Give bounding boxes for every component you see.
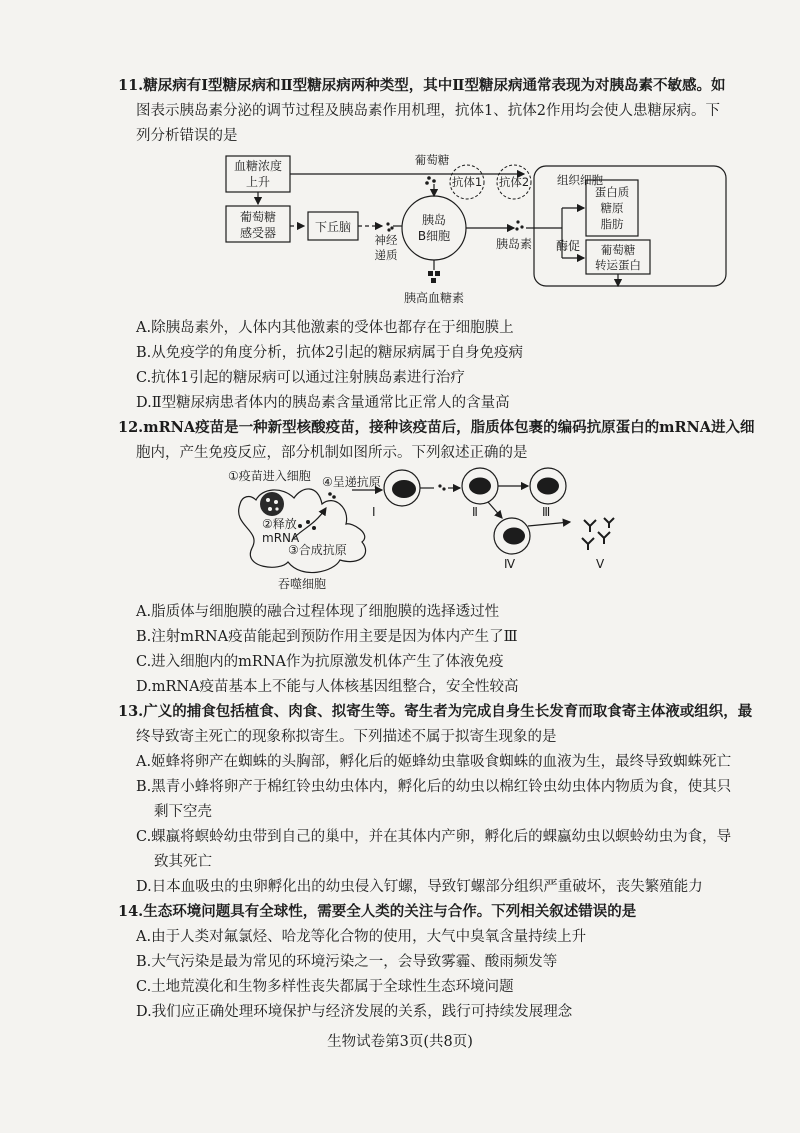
step3-label: ③合成抗原: [288, 543, 347, 557]
q12-stem-line1: 12.mRNA疫苗是一种新型核酸疫苗，接种该疫苗后，脂质体包裹的编码抗原蛋白的mRNA进入细: [118, 419, 755, 436]
q14-stem-line1: 14.生态环境问题具有全球性，需要全人类的关注与合作。下列相关叙述错误的是: [118, 903, 637, 920]
antibody1-label: 抗体1: [451, 175, 483, 189]
neurotransmitter-label-2: 递质: [374, 248, 398, 262]
transporter-label-1: 葡萄糖: [600, 243, 636, 257]
page-footer: 生物试卷第3页(共8页): [327, 1034, 473, 1050]
q14-option-a: A.由于人类对氟氯烃、哈龙等化合物的使用，大气中臭氧含量持续上升: [136, 929, 587, 945]
promote-label: 酶促: [555, 239, 581, 253]
islet-b-cell: [402, 196, 466, 260]
q12-option-a: A.脂质体与细胞膜的融合过程体现了细胞膜的选择透过性: [136, 604, 500, 620]
q13-option-b-line2: 剩下空壳: [154, 804, 212, 820]
antibody2-label: 抗体2: [498, 175, 530, 189]
receptor-label-2: 感受器: [239, 226, 277, 240]
liposome: [260, 492, 284, 516]
q11-option-b: B.从免疫学的角度分析，抗体2引起的糖尿病属于自身免疫病: [136, 345, 523, 361]
synthesis-label-3: 脂肪: [600, 217, 624, 231]
mrna-vaccine-diagram: [222, 464, 632, 594]
insulin-label: 胰岛素: [495, 237, 533, 251]
q11-option-d: D.Ⅱ型糖尿病患者体内的胰岛素含量通常比正常人的含量高: [136, 395, 510, 411]
phagocyte-label: 吞噬细胞: [278, 577, 327, 591]
step1-label: ①疫苗进入细胞: [228, 469, 311, 483]
insulin-regulation-diagram: [222, 148, 732, 314]
q13-stem-line2: 终导致寄主死亡的现象称拟寄生。下列描述不属于拟寄生现象的是: [136, 729, 557, 745]
cell-2-label: Ⅱ: [472, 505, 478, 519]
cell-1-label: Ⅰ: [372, 505, 376, 519]
step4-label: ④呈递抗原: [322, 475, 381, 489]
tissue-cell-label: 组织细胞: [557, 173, 603, 187]
step2-label-a: ②释放: [262, 517, 297, 531]
q13-option-a: A.姬蜂将卵产在蜘蛛的头胸部，孵化后的姬蜂幼虫靠吸食蜘蛛的血液为生，最终导致蜘蛛死亡: [136, 754, 732, 770]
islet-label-1: 胰岛: [421, 213, 447, 227]
synthesis-label-1: 蛋白质: [594, 185, 630, 199]
neurotransmitter-label-1: 神经: [374, 233, 398, 247]
glucagon-label: 胰高血糖素: [403, 291, 465, 305]
glucose-label: 葡萄糖: [414, 153, 450, 167]
q11-stem-line2: 图表示胰岛素分泌的调节过程及胰岛素作用机理，抗体1、抗体2作用均会使人患糖尿病。下: [136, 103, 720, 119]
cell-3-label: Ⅲ: [542, 505, 551, 519]
q11-option-a: A.除胰岛素外，人体内其他激素的受体也都存在于细胞膜上: [136, 320, 514, 336]
hypothalamus-label: 下丘脑: [314, 220, 352, 234]
q13-option-c-line2: 致其死亡: [154, 854, 212, 870]
q11-option-c: C.抗体1引起的糖尿病可以通过注射胰岛素进行治疗: [136, 370, 465, 386]
blood-sugar-label-1: 血糖浓度: [233, 159, 283, 173]
q12-option-b: B.注射mRNA疫苗能起到预防作用主要是因为体内产生了Ⅲ: [136, 629, 518, 645]
q12-option-d: D.mRNA疫苗基本上不能与人体核基因组整合，安全性较高: [136, 679, 519, 695]
receptor-label-1: 葡萄糖: [239, 210, 277, 224]
q13-stem-line1: 13.广义的捕食包括植食、肉食、拟寄生等。寄生者为完成自身生长发育而取食寄主体液或组织，最: [118, 703, 753, 720]
transporter-label-2: 转运蛋白: [595, 258, 641, 272]
islet-label-2: B细胞: [417, 229, 451, 243]
step2-label-b: mRNA: [262, 531, 300, 545]
q14-option-d: D.我们应正确处理环境保护与经济发展的关系，践行可持续发展理念: [136, 1004, 573, 1020]
cell-4-label: Ⅳ: [504, 557, 516, 571]
q13-option-c-line1: C.蜾蠃将螟蛉幼虫带到自己的巢中，并在其体内产卵，孵化后的蜾蠃幼虫以螟蛉幼虫为食，导: [136, 829, 732, 845]
cell-5-label: Ⅴ: [596, 557, 605, 571]
q12-option-c: C.进入细胞内的mRNA作为抗原激发机体产生了体液免疫: [136, 654, 504, 670]
q14-option-b: B.大气污染是最为常见的环境污染之一，会导致雾霾、酸雨频发等: [136, 954, 558, 970]
q13-option-d: D.日本血吸虫的虫卵孵化出的幼虫侵入钉螺，导致钉螺部分组织严重破坏，丧失繁殖能力: [136, 879, 703, 895]
synthesis-label-2: 糖原: [600, 201, 624, 215]
q11-stem-line3: 列分析错误的是: [136, 128, 238, 144]
blood-sugar-label-2: 上升: [245, 175, 271, 189]
q14-option-c: C.土地荒漠化和生物多样性丧失都属于全球性生态环境问题: [136, 979, 514, 995]
q13-option-b-line1: B.黑青小蜂将卵产于棉红铃虫幼虫体内，孵化后的幼虫以棉红铃虫幼虫体内物质为食，使其只: [136, 779, 732, 795]
q11-stem-line1: 11.糖尿病有Ⅰ型糖尿病和Ⅱ型糖尿病两种类型，其中Ⅱ型糖尿病通常表现为对胰岛素不敏感。如: [118, 77, 726, 94]
q12-stem-line2: 胞内，产生免疫反应，部分机制如图所示。下列叙述正确的是: [136, 445, 528, 461]
antibodies: [582, 518, 614, 550]
